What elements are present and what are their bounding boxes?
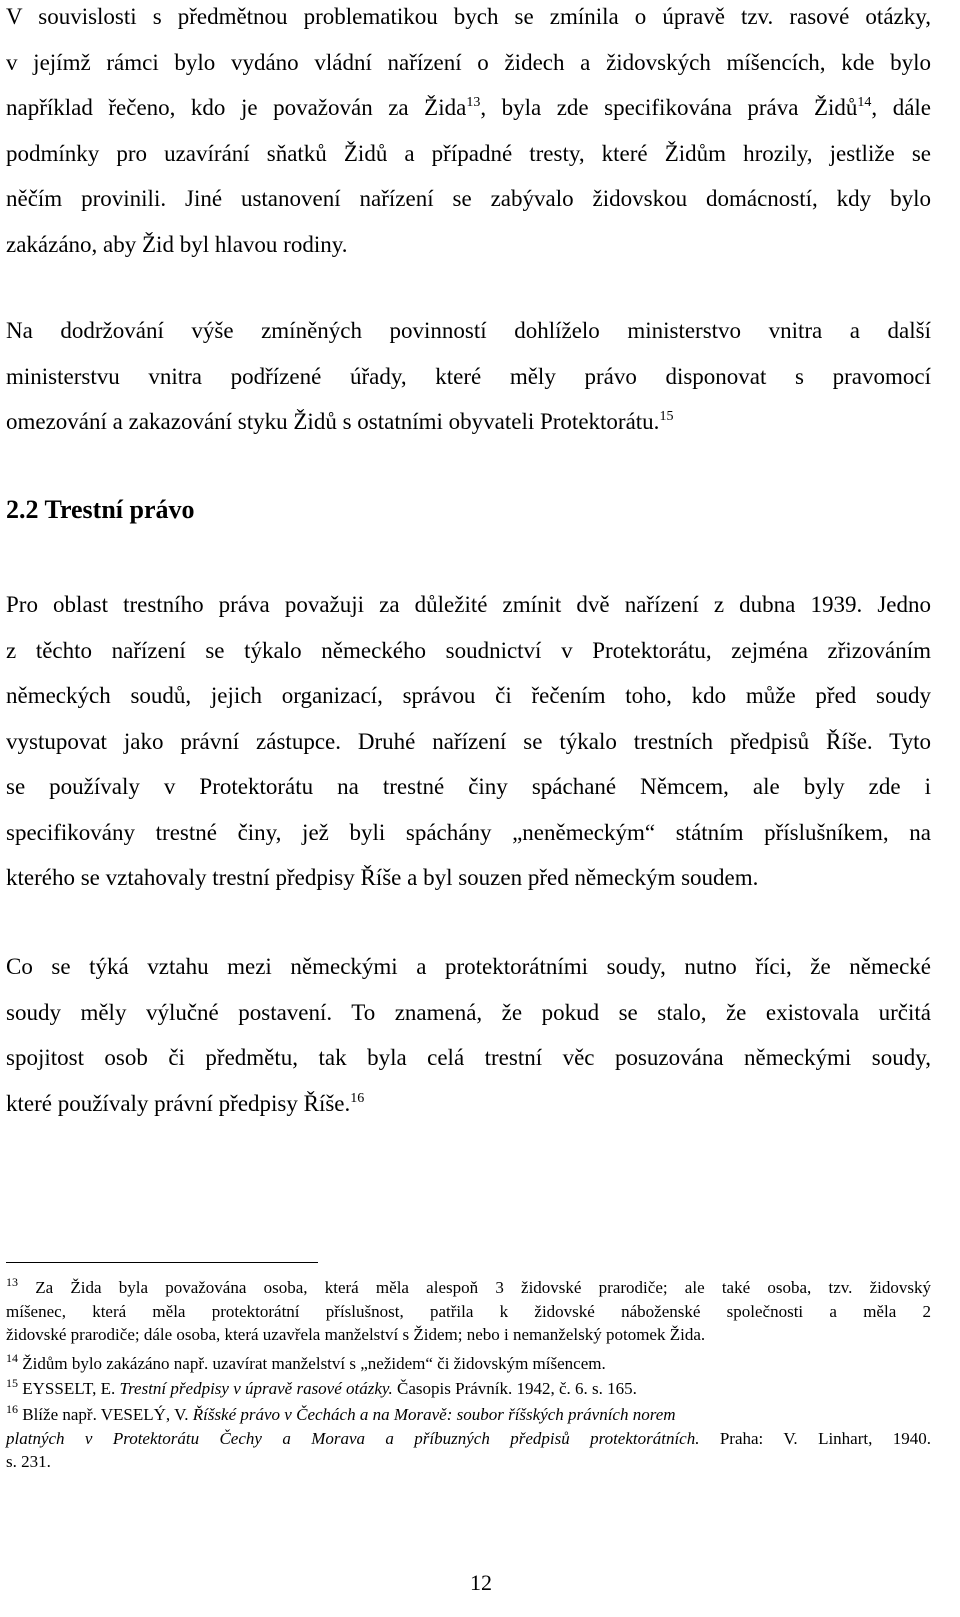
footnote-ref-15: 15	[659, 409, 674, 424]
page-number: 12	[470, 1570, 492, 1595]
footnote-separator	[6, 1262, 318, 1263]
text-line: s. 231.	[6, 1452, 51, 1471]
text-line: V souvislosti s předmětnou problematikou bych se zmínila o úpravě tzv. rasové otázky,	[6, 4, 931, 29]
footnote-13: $^{13}$ Za Žida byla považována osoba, která měla alespoň 3 židovské prarodiče; ale také osoba, tzv. židovský míšenec, která měla protektorátní příslušnost, patřila k židovské náboženské společnosti a měla 2 židovské prarodiče; dále osoba, která uzavřela manželství s Židem; nebo i nemanželský potomek Žida.	[6, 1276, 931, 1347]
text-line: například řečeno, kdo je považován za Žida$^{13}$, byla zde specifikována práva Židů$^{14}$, dále	[6, 95, 931, 120]
text-line: kterého se vztahovaly trestní předpisy Říše a byl souzen před německým soudem.	[6, 865, 759, 890]
text-line: míšenec, která měla protektorátní příslušnost, patřila k židovské náboženské společnosti a měla 2	[6, 1301, 931, 1321]
text-line: něčím provinili. Jiné ustanovení nařízení se zabývalo židovskou domácností, kdy bylo	[6, 186, 931, 211]
text-line: z těchto nařízení se týkalo německého soudnictví v Protektorátu, zejména zřizováním	[6, 637, 931, 663]
footnote-14: $^{14}$ Židům bylo zakázáno např. uzavírat manželství s „nežidem“ či židovským míšencem.	[6, 1351, 606, 1373]
footnote-number: 16	[6, 1402, 18, 1416]
text-line: v jejímž rámci bylo vydáno vládní nařízení o židech a židovských míšencích, kde bylo	[6, 49, 931, 75]
text-line: specifikovány trestné činy, jež byli spáchány „neněmeckým“ státním příslušníkem, na	[6, 819, 931, 845]
publication-title: Trestní předpisy v úpravě rasové otázky.	[119, 1379, 393, 1398]
section-heading: 2.2 Trestní právo	[6, 495, 195, 524]
footnote-number: 14	[6, 1351, 18, 1365]
paragraph-soudy	[6, 944, 931, 1126]
publication-title: Říšské právo v Čechách a na Moravě: soubor říšských právních norem	[192, 1405, 676, 1424]
footnote-number: 13	[6, 1275, 18, 1289]
text-line: Co se týká vztahu mezi německými a protektorátními soudy, nutno říci, že německé	[6, 954, 931, 979]
text-line: Na dodržování výše zmíněných povinností dohlíželo ministerstvo vnitra a další	[6, 318, 931, 343]
text-line: podmínky pro uzavírání sňatků Židů a případné tresty, které Židům hrozily, jestliže se	[6, 140, 931, 166]
text-line: ministerstvu vnitra podřízené úřady, které měly právo disponovat s pravomocí	[6, 363, 931, 389]
text-line: zakázáno, aby Žid byl hlavou rodiny.	[6, 231, 348, 257]
text-line: vystupovat jako právní zástupce. Druhé nařízení se týkalo trestních předpisů Říše. Tyto	[6, 728, 931, 754]
text-line: židovské prarodiče; dále osoba, která uzavřela manželství s Židem; nebo i nemanželský potomek Žida.	[6, 1325, 706, 1344]
footnote-ref-13: 13	[466, 95, 481, 110]
footnote-number: 15	[6, 1376, 18, 1390]
text-line: německých soudů, jejich organizací, správou či řečením toho, kdo může před soudy	[6, 683, 931, 708]
paragraph-ministerstvo	[6, 308, 931, 445]
footnote-ref-14: 14	[857, 95, 872, 110]
text-line: soudy měly výlučné postavení. To znamená, že pokud se stalo, že existovala určitá	[6, 999, 931, 1025]
text-line: spojitost osob či předmětu, tak byla celá trestní věc posuzována německými soudy,	[6, 1045, 931, 1070]
footnote-ref-16: 16	[350, 1090, 365, 1106]
text-line: se používaly v Protektorátu na trestné činy spáchané Němcem, ale byly zde i	[6, 774, 931, 799]
paragraph-rasova-otazka	[6, 0, 931, 267]
text-line: Pro oblast trestního práva považuji za důležité zmínit dvě nařízení z dubna 1939. Jedno	[6, 592, 931, 617]
paragraph-trestni-pravo	[6, 582, 931, 901]
footnote-16: $^{16}$ Blíže např. VESELÝ, V. Říšské právo v Čechách a na Moravě: soubor říšských právních norem platných v Protektorátu Čechy a Morava a příbuzných předpisů protektorátních. Praha: V. Linhart, 1940. s. 231.	[6, 1403, 931, 1474]
footnote-15: $^{15}$ EYSSELT, E. Trestní předpisy v úpravě rasové otázky. Časopis Právník. 1942, č. 6. s. 165.	[6, 1376, 637, 1398]
publication-title: platných v Protektorátu Čechy a Morava a příbuzných předpisů protektorátních.	[6, 1428, 700, 1448]
text-line: které používaly právní předpisy Říše.$^{16}$	[6, 1090, 365, 1116]
text-line: omezování a zakazování styku Židů s ostatními obyvateli Protektorátu.$^{15}$	[6, 409, 674, 434]
